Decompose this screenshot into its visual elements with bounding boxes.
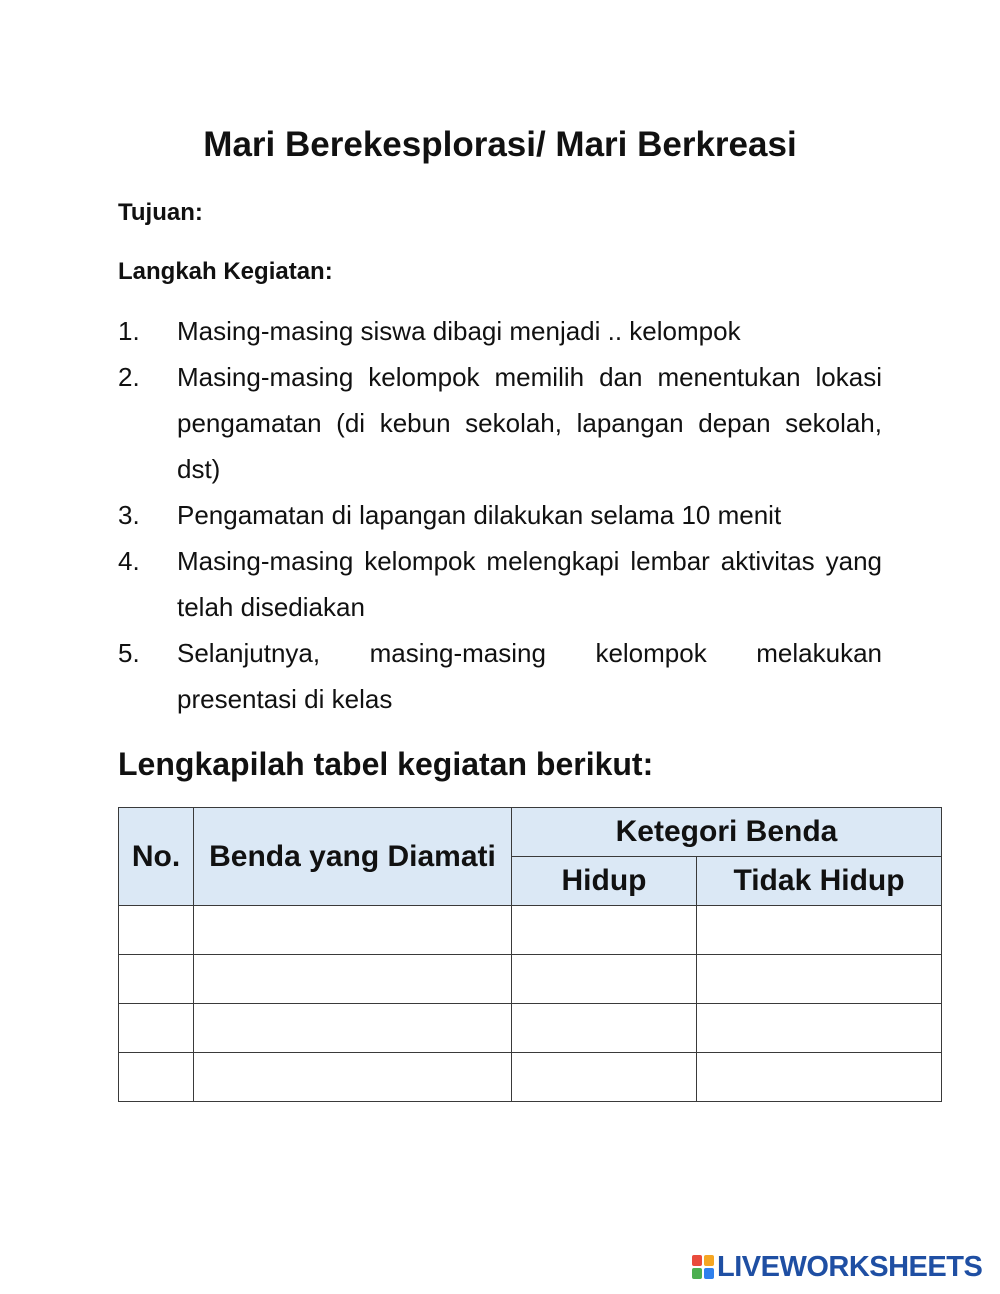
step-text: Masing-masing kelompok melengkapi lembar aktivitas yang telah disediakan bbox=[177, 546, 882, 622]
cell-alive[interactable] bbox=[512, 1004, 697, 1053]
step-number: 4. bbox=[118, 546, 140, 576]
liveworksheets-icon bbox=[692, 1255, 714, 1279]
cell-object[interactable] bbox=[194, 1053, 512, 1102]
brand-logo[interactable] bbox=[692, 1250, 982, 1284]
step-number: 3. bbox=[118, 500, 140, 530]
step-text: Masing-masing kelompok memilih dan menentukan lokasi pengamatan (di kebun sekolah, lapangan depan sekolah, dst) bbox=[177, 362, 882, 484]
goal-label: Tujuan: bbox=[118, 199, 203, 226]
list-item bbox=[118, 492, 882, 538]
cell-no[interactable] bbox=[119, 955, 194, 1004]
table-row bbox=[119, 1004, 942, 1053]
icon-square bbox=[692, 1255, 702, 1266]
header-object: Benda yang Diamati bbox=[194, 808, 512, 906]
steps-label: Langkah Kegiatan: bbox=[118, 258, 333, 285]
table-row bbox=[119, 955, 942, 1004]
cell-no[interactable] bbox=[119, 1004, 194, 1053]
step-text: Pengamatan di lapangan dilakukan selama 10 menit bbox=[177, 500, 782, 530]
page-title: Mari Berekesplorasi/ Mari Berkreasi bbox=[203, 125, 797, 164]
cell-object[interactable] bbox=[194, 1004, 512, 1053]
header-not-alive: Tidak Hidup bbox=[697, 857, 942, 906]
steps-list bbox=[118, 308, 882, 722]
list-item bbox=[118, 630, 882, 722]
step-number: 5. bbox=[118, 638, 140, 668]
cell-no[interactable] bbox=[119, 906, 194, 955]
step-text: Selanjutnya, masing-masing kelompok melakukan presentasi di kelas bbox=[177, 638, 882, 714]
cell-not-alive[interactable] bbox=[697, 955, 942, 1004]
table-heading: Lengkapilah tabel kegiatan berikut: bbox=[118, 746, 654, 782]
list-item bbox=[118, 354, 882, 492]
header-alive: Hidup bbox=[512, 857, 697, 906]
cell-no[interactable] bbox=[119, 1053, 194, 1102]
cell-not-alive[interactable] bbox=[697, 1053, 942, 1102]
cell-object[interactable] bbox=[194, 906, 512, 955]
step-text: Masing-masing siswa dibagi menjadi .. kelompok bbox=[177, 316, 741, 346]
icon-square bbox=[704, 1268, 714, 1279]
brand-name: LIVEWORKSHEETS bbox=[717, 1251, 983, 1283]
step-number: 1. bbox=[118, 316, 140, 346]
icon-square bbox=[692, 1268, 702, 1279]
header-category: Ketegori Benda bbox=[512, 808, 942, 857]
activity-table bbox=[118, 807, 942, 1102]
cell-alive[interactable] bbox=[512, 955, 697, 1004]
icon-square bbox=[704, 1255, 714, 1266]
cell-alive[interactable] bbox=[512, 1053, 697, 1102]
cell-not-alive[interactable] bbox=[697, 1004, 942, 1053]
list-item bbox=[118, 538, 882, 630]
cell-not-alive[interactable] bbox=[697, 906, 942, 955]
cell-object[interactable] bbox=[194, 955, 512, 1004]
table-row bbox=[119, 906, 942, 955]
cell-alive[interactable] bbox=[512, 906, 697, 955]
list-item bbox=[118, 308, 882, 354]
header-no: No. bbox=[119, 808, 194, 906]
table-row bbox=[119, 1053, 942, 1102]
step-number: 2. bbox=[118, 362, 140, 392]
